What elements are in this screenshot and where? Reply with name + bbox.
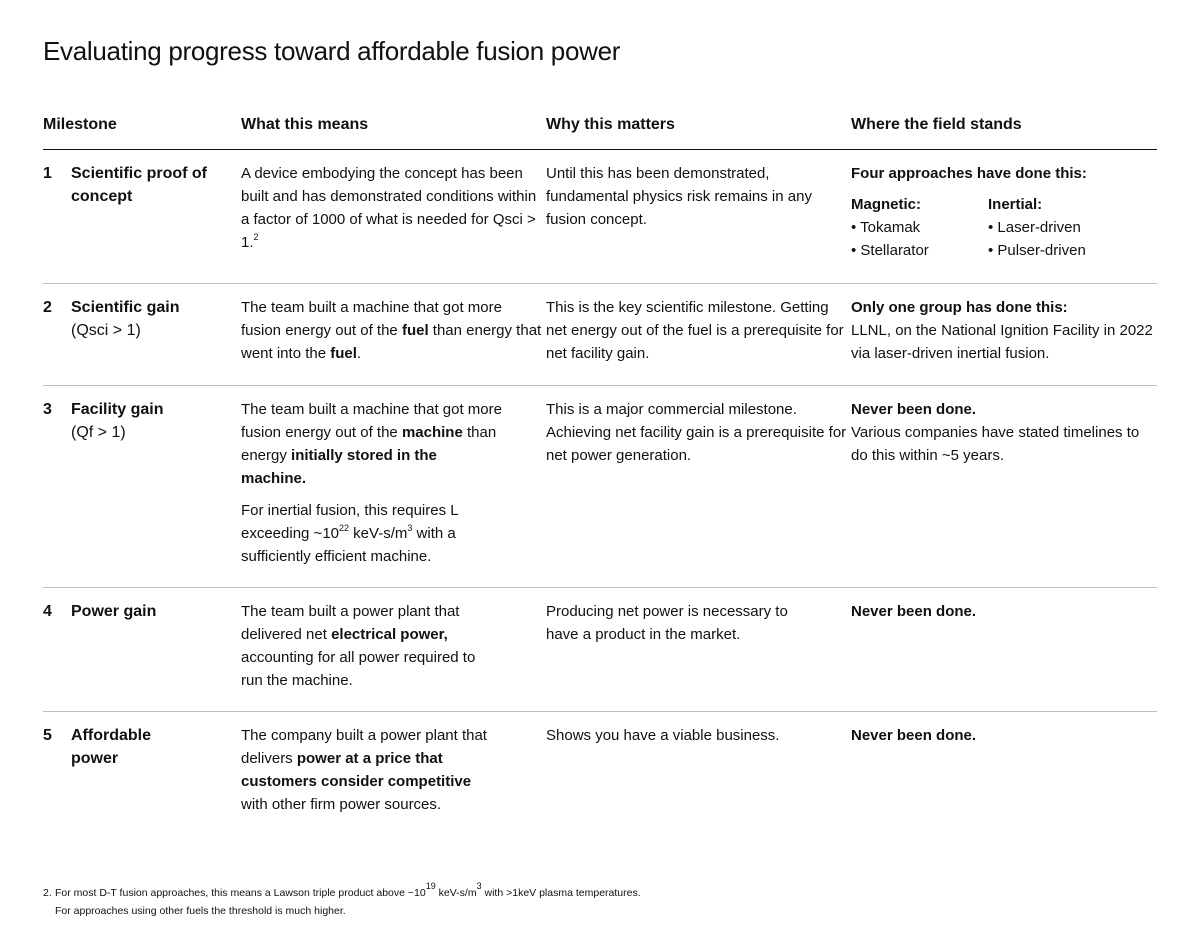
stands-head: Never been done. [851, 727, 977, 744]
milestone-cell [43, 296, 241, 342]
means-text: A device embodying the concept has been built and has demonstrated conditions within a factor of 1000 of what is needed for Qsci > 1.$^2$ [241, 165, 537, 251]
footnote-number: 2. [43, 887, 52, 899]
means-text: The team built a power plant that delivered net electrical power, accounting for all power required to run the machine. [241, 603, 476, 689]
footnote [43, 881, 641, 920]
means-text: The team built a machine that got more fusion energy out of the machine than energy initially stored in the machine. [241, 401, 502, 487]
table-row [43, 284, 1157, 386]
table-row [43, 386, 1157, 588]
matters-text: Producing net power is necessary to have a product in the market. [546, 603, 788, 643]
milestone-cell [43, 724, 241, 770]
means-text: The company built a power plant that delivers power at a price that customers consider competitive with other firm power sources. [241, 727, 487, 813]
milestone-sublabel: (Qsci > 1) [71, 322, 141, 339]
milestone-number: 3 [43, 401, 52, 418]
milestone-cell [43, 162, 241, 208]
milestone-number: 5 [43, 727, 52, 744]
milestone-label: Scientific proof of concept [71, 165, 207, 205]
stands-text: LLNL, on the National Ignition Facility in 2022 via laser-driven inertial fusion. [851, 322, 1153, 362]
header-what-this-means: What this means [241, 116, 369, 133]
list-item: • Laser-driven [988, 219, 1081, 236]
stands-head: Only one group has done this: [851, 299, 1068, 316]
table-row [43, 588, 1157, 712]
table-header [43, 116, 1157, 150]
means-text-inertial: For inertial fusion, this requires L exceeding $\sim 10^{22}$ keV-$s/m^3$ with a sufficiently efficient machine. [241, 502, 459, 565]
list-item: • Stellarator [851, 242, 929, 259]
header-why-this-matters: Why this matters [546, 116, 675, 133]
footnote-line: For approaches using other fuels the threshold is much higher. [55, 905, 346, 917]
inertial-label: Inertial: [988, 196, 1043, 213]
milestone-cell [43, 398, 241, 444]
milestone-sublabel: (Qf > 1) [71, 424, 126, 441]
magnetic-label: Magnetic: [851, 196, 922, 213]
page-title: Evaluating progress toward affordable fusion power [43, 36, 621, 66]
header-milestone: Milestone [43, 116, 117, 133]
matters-text: Until this has been demonstrated, fundamental physics risk remains in any fusion concept. [546, 165, 812, 228]
table-row [43, 712, 1157, 832]
milestone-number: 1 [43, 165, 52, 182]
footnote-line: 2. For most D-T fusion approaches, this means a Lawson triple product above $\sim 10^{19}$ keV-$s/m^3$ with >1keV plasma temperatures. [43, 884, 641, 902]
approach-list [851, 193, 1157, 262]
footnote-ref: 2 [253, 232, 259, 242]
stands-text: Various companies have stated timelines to do this within ~5 years. [851, 424, 1140, 464]
list-item: • Tokamak [851, 219, 921, 236]
stands-head: Never been done. [851, 603, 977, 620]
milestone-cell [43, 600, 241, 623]
milestone-table [43, 116, 1157, 832]
milestone-number: 2 [43, 299, 52, 316]
milestone-number: 4 [43, 603, 52, 620]
stands-head: Four approaches have done this: [851, 165, 1087, 182]
means-text: The team built a machine that got more fusion energy out of the fuel than energy that went into the fuel. [241, 299, 542, 362]
milestone-label: Scientific gain [71, 299, 180, 316]
inertial-column [988, 193, 1125, 262]
table-row [43, 150, 1157, 284]
milestone-label: Affordable power [71, 727, 151, 767]
matters-text: Shows you have a viable business. [546, 727, 780, 744]
milestone-label: Power gain [71, 603, 157, 620]
milestone-label: Facility gain [71, 401, 164, 418]
matters-text: This is the key scientific milestone. Getting net energy out of the fuel is a prerequisite for net facility gain. [546, 299, 844, 362]
header-where-field-stands: Where the field stands [851, 116, 1022, 133]
list-item: • Pulser-driven [988, 242, 1086, 259]
magnetic-column [851, 193, 988, 262]
stands-head: Never been done. [851, 401, 977, 418]
matters-text: This is a major commercial milestone. Achieving net facility gain is a prerequisite for net power generation. [546, 401, 847, 464]
